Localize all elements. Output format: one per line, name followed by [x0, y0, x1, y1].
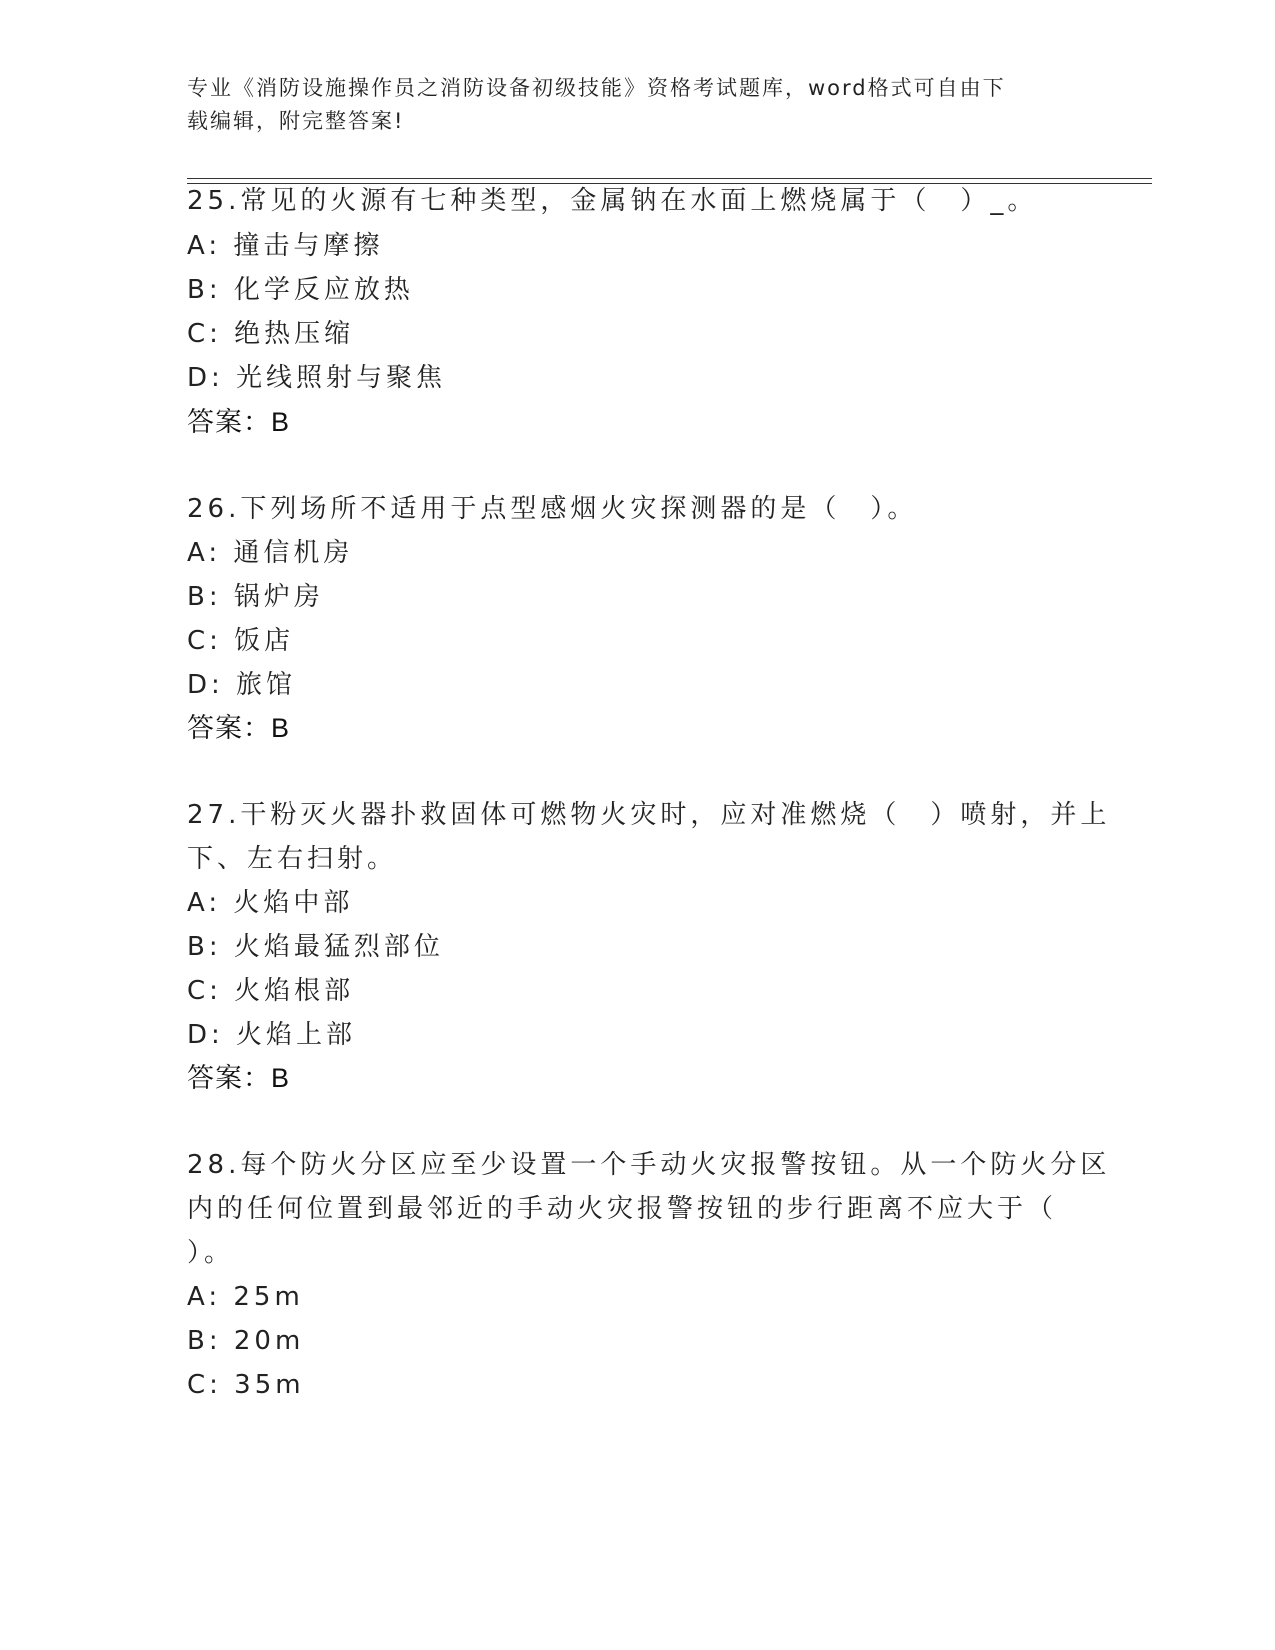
option-b: B: 锅炉房: [187, 582, 324, 612]
option-a: A: 通信机房: [187, 538, 354, 568]
header-rule-top: [187, 178, 1152, 179]
question-stem: 25.常见的火源有七种类型，金属钠在水面上燃烧属于（ ）_。: [187, 186, 1038, 216]
question-stem-line-3: ）。: [187, 1238, 235, 1268]
answer: 答案：B: [187, 407, 291, 437]
question-stem-line-1: 28.每个防火分区应至少设置一个手动火灾报警按钮。从一个防火分区: [187, 1150, 1111, 1180]
question-stem: 26.下列场所不适用于点型感烟火灾探测器的是（ ）。: [187, 494, 918, 524]
option-b: B: 20m: [187, 1326, 305, 1356]
option-c: C: 35m: [187, 1370, 305, 1400]
question-stem-line-1: 27.干粉灭火器扑救固体可燃物火灾时，应对准燃烧（ ）喷射，并上: [187, 800, 1111, 830]
option-a: A: 撞击与摩擦: [187, 231, 384, 261]
document-header: [187, 72, 1067, 138]
header-line-2: 载编辑，附完整答案!: [187, 109, 405, 133]
option-d: D: 火焰上部: [187, 1020, 357, 1050]
answer: 答案：B: [187, 713, 291, 743]
option-d: D: 旅馆: [187, 670, 297, 700]
answer: 答案：B: [187, 1063, 291, 1093]
header-line-1: 专业《消防设施操作员之消防设备初级技能》资格考试题库，word格式可自由下: [187, 76, 1006, 100]
question-stem-line-2: 下、左右扫射。: [187, 844, 398, 874]
option-b: B: 火焰最猛烈部位: [187, 932, 444, 962]
option-c: C: 绝热压缩: [187, 319, 355, 349]
option-c: C: 饭店: [187, 626, 295, 656]
option-d: D: 光线照射与聚焦: [187, 363, 447, 393]
option-a: A: 25m: [187, 1282, 304, 1312]
question-stem-line-2: 内的任何位置到最邻近的手动火灾报警按钮的步行距离不应大于（: [187, 1194, 1058, 1224]
option-c: C: 火焰根部: [187, 976, 355, 1006]
option-a: A: 火焰中部: [187, 888, 354, 918]
option-b: B: 化学反应放热: [187, 275, 414, 305]
